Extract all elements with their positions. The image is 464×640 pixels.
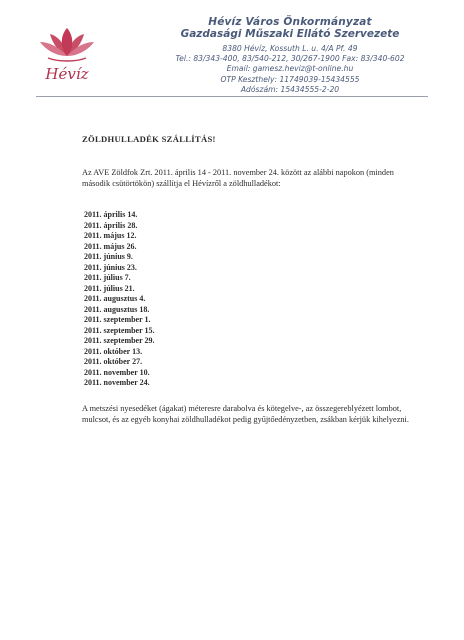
- date-item: 2011. április 28.: [84, 220, 138, 230]
- date-item: 2011. május 12.: [84, 231, 137, 240]
- logo-wordmark: Hévíz: [45, 65, 89, 83]
- date-item: 2011. szeptember 1.: [84, 315, 151, 324]
- address-line: 8380 Hévíz, Kossuth L. u. 4/A Pf. 49: [222, 44, 358, 53]
- org-name: Hévíz Város Önkormányzat: [208, 16, 372, 28]
- collection-dates-list: [84, 210, 155, 389]
- date-item: 2011. augusztus 18.: [84, 304, 150, 314]
- date-item: 2011. október 13.: [84, 346, 143, 356]
- letterhead: [140, 16, 440, 95]
- notice-closing: A metszési nyesedéket (ágakat) méteresre darabolva és kötegelve-, az összegereblyézett lombot, mulcsot, és az egyéb konyhai zöldhulladékot pedig gyűjtőedényzetben, zsákban kérjük kihelyezni.: [82, 404, 409, 424]
- phone-fax-line: Tel.: 83/343-400, 83/540-212, 30/267-1900 Fax: 83/340-602: [175, 54, 405, 64]
- date-item: 2011. július 7.: [84, 273, 131, 282]
- date-item: 2011. május 26.: [84, 241, 137, 251]
- bank-line: OTP Keszthely: 11749039-15434555: [220, 74, 360, 84]
- notice-title: ZÖLDHULLADÉK SZÁLLÍTÁS!: [82, 134, 216, 144]
- date-item: 2011. augusztus 4.: [84, 294, 146, 303]
- date-item: 2011. szeptember 29.: [84, 336, 155, 345]
- date-item: 2011. szeptember 15.: [84, 325, 155, 335]
- date-item: 2011. június 23.: [84, 262, 137, 272]
- lotus-flower-icon: [40, 28, 94, 61]
- tax-line: Adószám: 15434555-2-20: [240, 84, 340, 94]
- date-item: 2011. november 24.: [84, 378, 150, 387]
- org-subname: Gazdasági Műszaki Ellátó Szervezete: [180, 28, 400, 40]
- heviz-lotus-logo: [32, 22, 102, 84]
- date-item: 2011. június 9.: [84, 252, 133, 261]
- date-item: 2011. július 21.: [84, 283, 135, 293]
- date-item: 2011. április 14.: [84, 210, 138, 219]
- notice-intro: Az AVE Zöldfok Zrt. 2011. április 14 - 2011. november 24. között az alábbi napokon (minden második csütörtökön) szállítja el Hévízről a zöldhulladékot:: [82, 168, 394, 188]
- email-line: Email: gamesz.heviz@t-online.hu: [226, 64, 354, 74]
- date-item: 2011. november 10.: [84, 367, 150, 377]
- date-item: 2011. október 27.: [84, 357, 143, 366]
- header-divider: [36, 96, 428, 97]
